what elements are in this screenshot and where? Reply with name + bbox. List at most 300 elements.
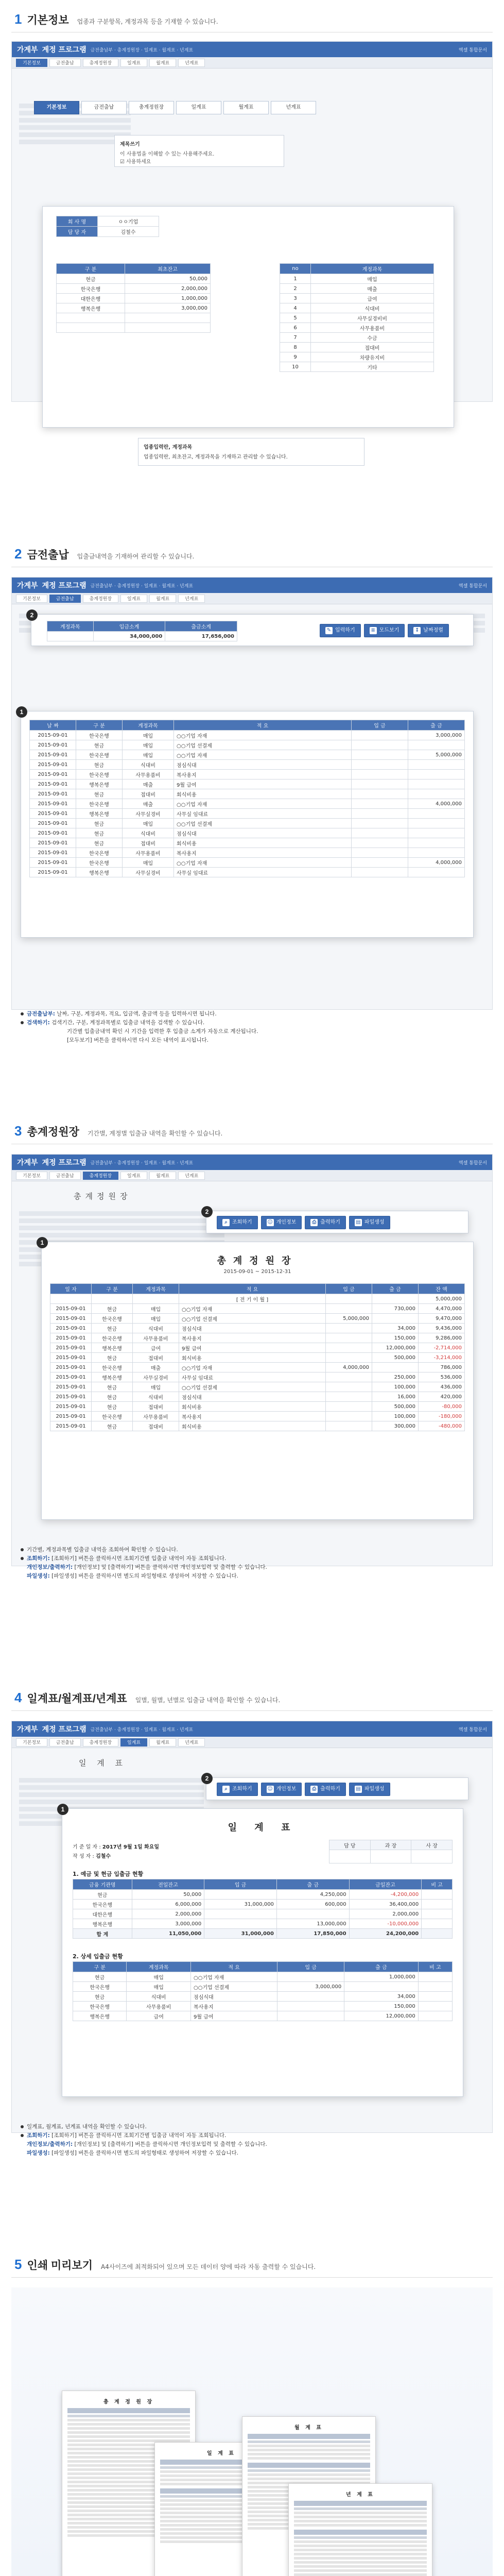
cell[interactable] [352, 819, 408, 828]
search-button[interactable] [217, 1216, 258, 1229]
tab-monthly[interactable]: 월계표 [149, 1738, 176, 1747]
tab-ledger[interactable]: 총계정원장 [83, 1172, 118, 1180]
cell[interactable]: 2015-09-01 [50, 1372, 92, 1382]
cell[interactable]: 600,000 [276, 1900, 349, 1909]
cell[interactable]: 행복은행 [73, 2011, 127, 2021]
cell[interactable]: 한국은행 [92, 1363, 133, 1372]
cell[interactable]: 회식비용 [179, 1402, 326, 1412]
cell[interactable]: 식대비 [123, 760, 174, 770]
cell[interactable] [352, 779, 408, 789]
tab-yearly[interactable]: 년계표 [178, 1172, 205, 1180]
cell[interactable]: 2015-09-01 [30, 809, 76, 819]
cell[interactable] [326, 1402, 372, 1412]
cell[interactable]: 2015-09-01 [30, 731, 76, 740]
cell[interactable] [352, 828, 408, 838]
cell[interactable]: 급여 [127, 2011, 191, 2021]
cell[interactable]: 현금 [92, 1402, 133, 1412]
cell[interactable] [408, 779, 465, 789]
cell[interactable]: 536,000 [419, 1372, 465, 1382]
cell[interactable]: 접대비 [123, 838, 174, 848]
cell[interactable]: 사무용품비 [123, 770, 174, 779]
cell[interactable] [352, 838, 408, 848]
cell[interactable]: 현금 [76, 740, 123, 750]
cell[interactable]: 2015-09-01 [50, 1343, 92, 1353]
nav-daily[interactable]: 일계표 [176, 101, 221, 114]
cell[interactable]: 3,000,000 [277, 1982, 344, 1992]
cell[interactable] [418, 1972, 452, 1982]
cell[interactable]: 행복은행 [92, 1372, 133, 1382]
cell[interactable]: 매입 [133, 1304, 179, 1314]
cell[interactable]: 식대비 [127, 1992, 191, 2002]
cell[interactable]: 34,000 [344, 1992, 419, 2002]
table-row [50, 1421, 465, 1431]
cell[interactable] [326, 1372, 372, 1382]
cell[interactable]: 접대비 [133, 1402, 179, 1412]
cell[interactable]: 2015-09-01 [30, 760, 76, 770]
cell[interactable] [418, 2011, 452, 2021]
tab-daily[interactable]: 일계표 [120, 1172, 147, 1180]
cell[interactable]: 1,000,000 [344, 1972, 419, 1982]
cell[interactable]: -2,714,000 [419, 1343, 465, 1353]
cell[interactable] [277, 1972, 344, 1982]
cell[interactable]: 행복은행 [76, 809, 123, 819]
view-all-button[interactable] [364, 624, 405, 637]
cell[interactable]: 한국은행 [73, 1982, 127, 1992]
cell[interactable] [326, 1412, 372, 1421]
cell[interactable] [418, 1982, 452, 1992]
cell[interactable]: 2015-09-01 [30, 819, 76, 828]
cell[interactable] [422, 1900, 453, 1909]
cell[interactable]: ○○기업 자재 [179, 1363, 326, 1372]
cell[interactable] [277, 2002, 344, 2011]
nav-cashbook[interactable]: 금전출납 [81, 101, 127, 114]
cell[interactable]: -80,000 [419, 1402, 465, 1412]
cell[interactable]: ○○기업 선결제 [191, 1982, 277, 1992]
cell[interactable]: 현금 [92, 1382, 133, 1392]
cell[interactable]: 점심식대 [174, 760, 352, 770]
cell[interactable]: 대한은행 [73, 1909, 132, 1919]
cell[interactable]: 2015-09-01 [50, 1363, 92, 1372]
cell[interactable] [408, 819, 465, 828]
cell[interactable]: 730,000 [372, 1304, 419, 1314]
cell[interactable]: 급여 [133, 1343, 179, 1353]
cell[interactable]: 회식비용 [174, 838, 352, 848]
nav-monthly[interactable]: 월계표 [223, 101, 269, 114]
tab-daily[interactable]: 일계표 [120, 1738, 147, 1747]
cell[interactable]: -180,000 [419, 1412, 465, 1421]
cell[interactable] [326, 1421, 372, 1431]
tab-basic[interactable]: 기본정보 [16, 59, 47, 67]
cell[interactable]: 2015-09-01 [50, 1382, 92, 1392]
cell[interactable]: 2015-09-01 [30, 779, 76, 789]
cell[interactable]: 2015-09-01 [30, 848, 76, 858]
cell[interactable]: 식대비 [133, 1392, 179, 1402]
personal-info-button[interactable] [261, 1216, 302, 1229]
sort-date-button[interactable] [408, 624, 449, 637]
cell[interactable]: 2015-09-01 [50, 1304, 92, 1314]
cell[interactable]: 접대비 [133, 1421, 179, 1431]
print-button[interactable] [305, 1783, 346, 1796]
cell[interactable]: 한국은행 [76, 858, 123, 868]
cell[interactable]: 식대비 [311, 303, 434, 313]
tab-basic[interactable]: 기본정보 [16, 1172, 47, 1180]
tab-daily[interactable]: 일계표 [120, 595, 147, 603]
cell[interactable] [422, 1909, 453, 1919]
cell[interactable] [326, 1382, 372, 1392]
cell[interactable]: 매입 [127, 1982, 191, 1992]
table-row [30, 828, 465, 838]
cell[interactable]: 2015-09-01 [30, 858, 76, 868]
tab-basic[interactable]: 기본정보 [16, 1738, 47, 1747]
tab-ledger[interactable]: 총계정원장 [83, 595, 118, 603]
cell[interactable]: 점심식대 [179, 1324, 326, 1333]
cell[interactable]: 36,400,000 [349, 1900, 422, 1909]
cell[interactable]: 매입 [123, 819, 174, 828]
tab-monthly[interactable]: 월계표 [149, 59, 176, 67]
cell[interactable] [408, 848, 465, 858]
cell[interactable]: 현금 [76, 789, 123, 799]
cell[interactable]: 5,000,000 [326, 1314, 372, 1324]
cell[interactable] [372, 1363, 419, 1372]
cell[interactable] [352, 740, 408, 750]
cell[interactable]: 매입 [123, 731, 174, 740]
cell[interactable]: 2015-09-01 [50, 1402, 92, 1412]
cell[interactable]: 2015-09-01 [30, 799, 76, 809]
cell[interactable] [352, 868, 408, 877]
cell[interactable]: 회식비용 [179, 1353, 326, 1363]
cell[interactable]: 2015-09-01 [30, 770, 76, 779]
cell[interactable]: ○○기업 자재 [174, 858, 352, 868]
cell[interactable]: 16,000 [372, 1392, 419, 1402]
cell[interactable]: 13,000,000 [276, 1919, 349, 1929]
cell[interactable]: 매출 [123, 779, 174, 789]
cell[interactable] [408, 809, 465, 819]
cell[interactable]: 매입 [123, 740, 174, 750]
cell[interactable]: 2015-09-01 [50, 1314, 92, 1324]
cell[interactable]: 사무실경비 [123, 809, 174, 819]
cell[interactable]: 행복은행 [73, 1919, 132, 1929]
tab-ledger[interactable]: 총계정원장 [83, 1738, 118, 1747]
print-button[interactable] [305, 1216, 346, 1229]
cell[interactable]: 복사용지 [179, 1412, 326, 1421]
cell[interactable]: 2015-09-01 [50, 1333, 92, 1343]
cell[interactable]: 현금 [92, 1304, 133, 1314]
cell[interactable]: 급여 [311, 294, 434, 303]
cell[interactable]: 현금 [73, 1992, 127, 2002]
cell[interactable]: 복사용지 [191, 2002, 277, 2011]
cell[interactable]: 31,000,000 [204, 1900, 277, 1909]
cell[interactable]: 매입 [133, 1382, 179, 1392]
cell[interactable]: 2015-09-01 [30, 838, 76, 848]
cell[interactable]: 2015-09-01 [50, 1412, 92, 1421]
cell[interactable]: 4,250,000 [276, 1890, 349, 1900]
cell[interactable]: ○○기업 자재 [174, 750, 352, 760]
cell[interactable]: 행복은행 [92, 1343, 133, 1353]
cell[interactable]: ○○기업 선결제 [179, 1314, 326, 1324]
cell[interactable]: 2015-09-01 [30, 789, 76, 799]
cell[interactable]: 현금 [76, 819, 123, 828]
cell[interactable]: ○○기업 자재 [179, 1304, 326, 1314]
cell[interactable]: 2015-09-01 [50, 1421, 92, 1431]
cell[interactable] [408, 838, 465, 848]
cell[interactable]: 6,000,000 [132, 1900, 204, 1909]
cell[interactable]: 한국은행 [76, 731, 123, 740]
tab-cashbook[interactable]: 금전출납 [49, 59, 81, 67]
cell[interactable] [326, 1353, 372, 1363]
cell[interactable]: 150,000 [372, 1333, 419, 1343]
tab-yearly[interactable]: 년계표 [178, 595, 205, 603]
cell[interactable]: 복사용지 [174, 770, 352, 779]
cell[interactable]: 4,000,000 [326, 1363, 372, 1372]
cell[interactable]: 한국은행 [73, 1900, 132, 1909]
cell[interactable] [352, 799, 408, 809]
cell[interactable]: 현금 [92, 1421, 133, 1431]
cell[interactable]: 매입 [133, 1314, 179, 1324]
cell[interactable]: 9월 급여 [191, 2011, 277, 2021]
cell[interactable] [408, 770, 465, 779]
cell[interactable]: 50,000 [132, 1890, 204, 1900]
nav-yearly[interactable]: 년계표 [271, 101, 316, 114]
cell[interactable]: 12,000,000 [344, 2011, 419, 2021]
cell[interactable]: ○○기업 자재 [174, 799, 352, 809]
cell[interactable] [352, 848, 408, 858]
cell[interactable]: 한국은행 [76, 848, 123, 858]
tab-daily[interactable]: 일계표 [120, 59, 147, 67]
tab-basic[interactable]: 기본정보 [16, 595, 47, 603]
cell[interactable]: 한국은행 [57, 284, 125, 294]
cell[interactable]: 250,000 [372, 1372, 419, 1382]
cell[interactable]: 5,000,000 [408, 750, 465, 760]
cell[interactable]: 행복은행 [76, 868, 123, 877]
tab-cashbook[interactable]: 금전출납 [49, 1738, 81, 1747]
cell[interactable]: 복사용지 [179, 1333, 326, 1343]
cell[interactable] [408, 789, 465, 799]
tab-yearly[interactable]: 년계표 [178, 1738, 205, 1747]
tab-monthly[interactable]: 월계표 [149, 1172, 176, 1180]
cell[interactable]: 사무실 임대료 [179, 1372, 326, 1382]
cell[interactable]: -3,214,000 [419, 1353, 465, 1363]
cell[interactable]: 사무실 임대료 [174, 809, 352, 819]
cell[interactable]: 한국은행 [76, 799, 123, 809]
cell[interactable]: ○○기업 선결제 [174, 740, 352, 750]
cell[interactable] [422, 1890, 453, 1900]
cell[interactable] [352, 750, 408, 760]
cell[interactable]: 회식비용 [179, 1421, 326, 1431]
cell[interactable]: 2015-09-01 [30, 868, 76, 877]
cell[interactable]: 사무실 임대료 [174, 868, 352, 877]
cell[interactable]: 접대비 [133, 1353, 179, 1363]
cell[interactable] [408, 740, 465, 750]
cell[interactable]: -4,200,000 [349, 1890, 422, 1900]
account-filter[interactable] [47, 632, 94, 641]
cell[interactable] [204, 1890, 277, 1900]
nav-ledger[interactable]: 총계정원장 [129, 101, 174, 114]
cell[interactable]: 접대비 [123, 789, 174, 799]
cell[interactable]: ○○기업 자재 [191, 1972, 277, 1982]
input-button[interactable] [320, 624, 361, 637]
cell[interactable]: 매출 [123, 799, 174, 809]
cell[interactable]: 접대비 [311, 343, 434, 352]
cell[interactable]: 2015-09-01 [30, 828, 76, 838]
tab-cashbook[interactable]: 금전출납 [49, 595, 81, 603]
create-file-button[interactable] [349, 1216, 390, 1229]
cell[interactable]: 매출 [133, 1363, 179, 1372]
cell[interactable]: 회식비용 [174, 789, 352, 799]
cell[interactable]: 한국은행 [92, 1333, 133, 1343]
cell[interactable]: 500,000 [372, 1402, 419, 1412]
cell[interactable] [352, 858, 408, 868]
cell[interactable]: 4,000,000 [408, 858, 465, 868]
cell[interactable] [326, 1324, 372, 1333]
cell[interactable]: 사무용품비 [311, 323, 434, 333]
cell[interactable]: 매입 [123, 858, 174, 868]
cell[interactable]: 점심식대 [174, 828, 352, 838]
cell[interactable]: 대한은행 [57, 294, 125, 303]
cell[interactable]: 9,470,000 [419, 1314, 465, 1324]
cell[interactable] [422, 1919, 453, 1929]
tab-ledger[interactable]: 총계정원장 [83, 59, 118, 67]
cell[interactable] [418, 1992, 452, 2002]
cell[interactable]: 436,000 [419, 1382, 465, 1392]
cell[interactable] [326, 1392, 372, 1402]
cell[interactable] [352, 760, 408, 770]
cell[interactable]: 매입 [123, 750, 174, 760]
cell[interactable]: 점심식대 [179, 1392, 326, 1402]
cell[interactable]: 300,000 [372, 1421, 419, 1431]
cell[interactable]: 3,000,000 [408, 731, 465, 740]
cell[interactable] [372, 1314, 419, 1324]
cell[interactable]: 매입 [311, 274, 434, 284]
cell[interactable] [352, 789, 408, 799]
cell[interactable]: 100,000 [372, 1382, 419, 1392]
cell[interactable]: 420,000 [419, 1392, 465, 1402]
cell[interactable]: 786,000 [419, 1363, 465, 1372]
cell[interactable] [326, 1343, 372, 1353]
tab-monthly[interactable]: 월계표 [149, 595, 176, 603]
cell[interactable]: 2015-09-01 [50, 1324, 92, 1333]
cell[interactable]: 2015-09-01 [30, 750, 76, 760]
cell[interactable]: 현금 [73, 1890, 132, 1900]
cell[interactable]: 사무실경비 [123, 868, 174, 877]
cell[interactable]: 2015-09-01 [50, 1353, 92, 1363]
cell[interactable]: 3,000,000 [125, 303, 211, 313]
cell[interactable] [408, 868, 465, 877]
cell[interactable]: 현금 [92, 1324, 133, 1333]
cell[interactable] [326, 1333, 372, 1343]
cell[interactable]: 9,286,000 [419, 1333, 465, 1343]
cell[interactable]: 현금 [76, 760, 123, 770]
cell[interactable]: 100,000 [372, 1412, 419, 1421]
cell[interactable]: 행복은행 [57, 303, 125, 313]
cell[interactable] [408, 828, 465, 838]
cell[interactable]: 9,436,000 [419, 1324, 465, 1333]
cell[interactable] [352, 731, 408, 740]
cell[interactable]: 현금 [76, 828, 123, 838]
cell[interactable]: 한국은행 [92, 1314, 133, 1324]
cell[interactable]: 한국은행 [92, 1412, 133, 1421]
company-name-value[interactable]: ㅇㅇ기업 [98, 216, 159, 227]
create-file-button[interactable] [349, 1783, 390, 1796]
cell[interactable]: 1,000,000 [125, 294, 211, 303]
cell[interactable] [277, 2011, 344, 2021]
cell[interactable]: 차량유지비 [311, 352, 434, 362]
cell[interactable] [352, 809, 408, 819]
tab-yearly[interactable]: 년계표 [178, 59, 205, 67]
cell[interactable]: 9월 급여 [179, 1343, 326, 1353]
cell[interactable] [204, 1919, 277, 1929]
cell[interactable]: 수금 [311, 333, 434, 343]
tab-cashbook[interactable]: 금전출납 [49, 1172, 81, 1180]
cell[interactable]: -480,000 [419, 1421, 465, 1431]
cell[interactable]: 매출 [311, 284, 434, 294]
cell[interactable]: 복사용지 [174, 848, 352, 858]
cell[interactable]: 사무실경비비 [311, 313, 434, 323]
cell[interactable]: 한국은행 [76, 750, 123, 760]
cell[interactable]: ○○기업 선결제 [179, 1382, 326, 1392]
cell[interactable] [344, 1982, 419, 1992]
cell[interactable]: 34,000 [372, 1324, 419, 1333]
cell[interactable]: 현금 [92, 1392, 133, 1402]
cell[interactable]: 2015-09-01 [30, 740, 76, 750]
cell[interactable]: ○○기업 자재 [174, 731, 352, 740]
cell[interactable]: 3,000,000 [132, 1919, 204, 1929]
cell[interactable] [276, 1909, 349, 1919]
cell[interactable]: 사무용품비 [123, 848, 174, 858]
cell[interactable]: 50,000 [125, 274, 211, 284]
cell[interactable]: 행복은행 [76, 779, 123, 789]
cell[interactable] [408, 760, 465, 770]
cell[interactable]: ○○기업 선결제 [174, 819, 352, 828]
manager-value[interactable]: 김철수 [98, 227, 159, 237]
cell[interactable] [418, 2002, 452, 2011]
cell[interactable] [204, 1909, 277, 1919]
cell[interactable] [326, 1304, 372, 1314]
cell[interactable]: 사무실경비 [133, 1372, 179, 1382]
cell[interactable]: 식대비 [133, 1324, 179, 1333]
cell[interactable]: 매입 [127, 1972, 191, 1982]
cell[interactable] [352, 770, 408, 779]
personal-info-button[interactable] [261, 1783, 302, 1796]
cell[interactable]: 사무용품비 [133, 1412, 179, 1421]
cell[interactable]: 9월 급여 [174, 779, 352, 789]
cell[interactable]: 현금 [57, 274, 125, 284]
cell[interactable]: -10,000,000 [349, 1919, 422, 1929]
cell[interactable]: 식대비 [123, 828, 174, 838]
cell[interactable]: 2015-09-01 [50, 1392, 92, 1402]
nav-basic-info[interactable]: 기본정보 [34, 101, 79, 114]
cell[interactable]: 2,000,000 [349, 1909, 422, 1919]
cell[interactable]: 현금 [92, 1353, 133, 1363]
cell[interactable]: 150,000 [344, 2002, 419, 2011]
cell[interactable]: 4,000,000 [408, 799, 465, 809]
cell[interactable]: 현금 [73, 1972, 127, 1982]
cell[interactable]: 사무용품비 [133, 1333, 179, 1343]
cell[interactable]: 점심식대 [191, 1992, 277, 2002]
cell[interactable]: 한국은행 [76, 770, 123, 779]
cell[interactable]: 4,470,000 [419, 1304, 465, 1314]
usage-note-check[interactable]: ☑ 사용하세요 [120, 159, 151, 165]
cell[interactable]: 한국은행 [73, 2002, 127, 2011]
cell[interactable]: 사무용품비 [127, 2002, 191, 2011]
cell[interactable]: 12,000,000 [372, 1343, 419, 1353]
cell[interactable]: 2,000,000 [132, 1909, 204, 1919]
cell[interactable]: 500,000 [372, 1353, 419, 1363]
cell[interactable] [277, 1992, 344, 2002]
cell[interactable]: 현금 [76, 838, 123, 848]
cell[interactable]: 2,000,000 [125, 284, 211, 294]
search-button[interactable] [217, 1783, 258, 1796]
cell[interactable]: 기타 [311, 362, 434, 372]
